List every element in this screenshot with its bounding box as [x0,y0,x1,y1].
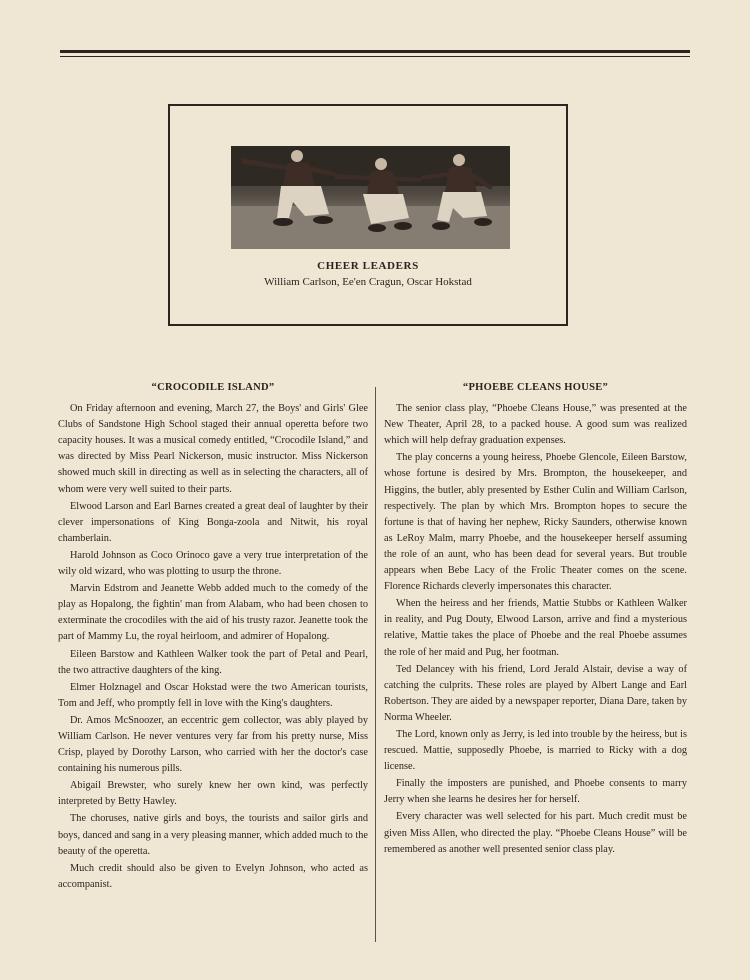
left-paragraph: Dr. Amos McSnoozer, an eccentric gem collector, was ably played by William Carlson. He never ventures very far from his pretty nurse, Miss Crisp, played by Dorothy Larson, who carried with her the doctor's case containing his numerous pills. [58,714,368,775]
right-article [384,380,687,859]
left-paragraph: Eileen Barstow and Kathleen Walker took the part of Petal and Pearl, the two attractive daughters of the king. [58,648,368,676]
cheer-leaders-photo [231,146,510,249]
column-divider [375,387,376,942]
left-paragraph: Elwood Larson and Earl Barnes created a great deal of laughter by their clever impersonations of King Bonga-zoola and Nitwit, his royal chamberlain. [58,500,368,544]
left-paragraph: Harold Johnson as Coco Orinoco gave a very true interpretation of the wily old wizard, who was plotting to usurp the throne. [58,549,368,578]
right-article-heading: “PHOEBE CLEANS HOUSE” [462,382,609,393]
left-paragraph: Marvin Edstrom and Jeanette Webb added much to the comedy of the play as Hopalong, the fightin' man from Alabam, who had been chosen to exterminate the crocodiles with the aid of his trusty razor. Jeanette took the part of Mammy Lu, the royal heirloom, and admirer of Hopalong. [58,583,368,643]
right-paragraph: When the heiress and her friends, Mattie Stubbs or Kathleen Walker in reality, and Pug Douty, Elwood Larson, arrive and find a mysterious relative, Mattie takes the place of Phoebe and the real Phoebe assumes the role of her maid and Pug, her footman. [384,598,687,658]
left-paragraph: Much credit should also be given to Evelyn Johnson, who acted as accompanist. [58,862,368,890]
left-paragraph: On Friday afternoon and evening, March 27, the Boys' and Girls' Glee Clubs of Sandstone High School staged their annual operetta before two capacity houses. It was a musical comedy entitled, “Crocodile Island,” and was directed by Miss Pearl Nickerson, music instructor. Miss Nickerson showed much skill in directing as well as in selecting the characters, all of whom were very well suited to their parts. [58,403,368,495]
top-rule [60,50,690,53]
left-article [58,380,368,894]
right-paragraph: The Lord, known only as Jerry, is led into trouble by the heiress, but is rescued. Mattie, supposedly Phoebe, is married to Ricky with a dog license. [384,728,687,773]
right-paragraph: The play concerns a young heiress, Phoebe Glencole, Eileen Barstow, whose fortune is desired by Mrs. Brompton, the housekeeper, and Higgins, the butler, ably presented by Esther Culin and William Carlson, respectively. The plan by which Mrs. Brompton hopes to secure the fortune is that of having her nephew, Ricky Saunders, otherwise known as LeRoy Malm, marry Phoebe, and the housekeeper herself assuming the role of an aunt, who has been dead for several years. But trouble appears when Bebe Lacy of the Frolic Theater comes on the scene. Florence Richards cleverly impersonates this character. [384,452,687,593]
cheer-leaders-illustration [231,146,510,249]
photo-frame [168,104,568,326]
left-paragraph: Abigail Brewster, who surely knew her own kind, was perfectly interpreted by Betty Hawley. [58,780,368,808]
right-paragraph: Finally the imposters are punished, and Phoebe consents to marry Jerry when she learns he desires her for herself. [384,778,687,806]
right-paragraph: Every character was well selected for his part. Much credit must be given Miss Allen, who directed the play. “Phoebe Cleans House” will be remembered as another well presented senior class play. [384,811,687,855]
photo-caption-title: CHEER LEADERS [317,260,419,272]
top-rule-thin [60,56,690,57]
left-article-heading: “CROCODILE ISLAND” [151,382,275,393]
right-paragraph: Ted Delancey with his friend, Lord Jerald Alstair, devise a way of catching the culprits. These roles are played by Albert Lange and Earl Robertson. They are aided by a newspaper reporter, Diana Dare, taken by Norma Wheeler. [384,663,687,723]
left-paragraph: The choruses, native girls and boys, the tourists and sailor girls and boys, danced and sang in a very pleasing manner, which added much to the beauty of the operetta. [58,813,368,857]
right-paragraph: The senior class play, “Phoebe Cleans House,” was presented at the New Theater, April 28, to a packed house. A good sum was realized which will help defray graduation expenses. [384,403,687,447]
photo-caption-names: William Carlson, Ee'en Cragun, Oscar Hokstad [264,276,472,288]
left-paragraph: Elmer Holznagel and Oscar Hokstad were the two American tourists, Tom and Jeff, who promptly fell in love with the King's daughters. [58,681,368,709]
